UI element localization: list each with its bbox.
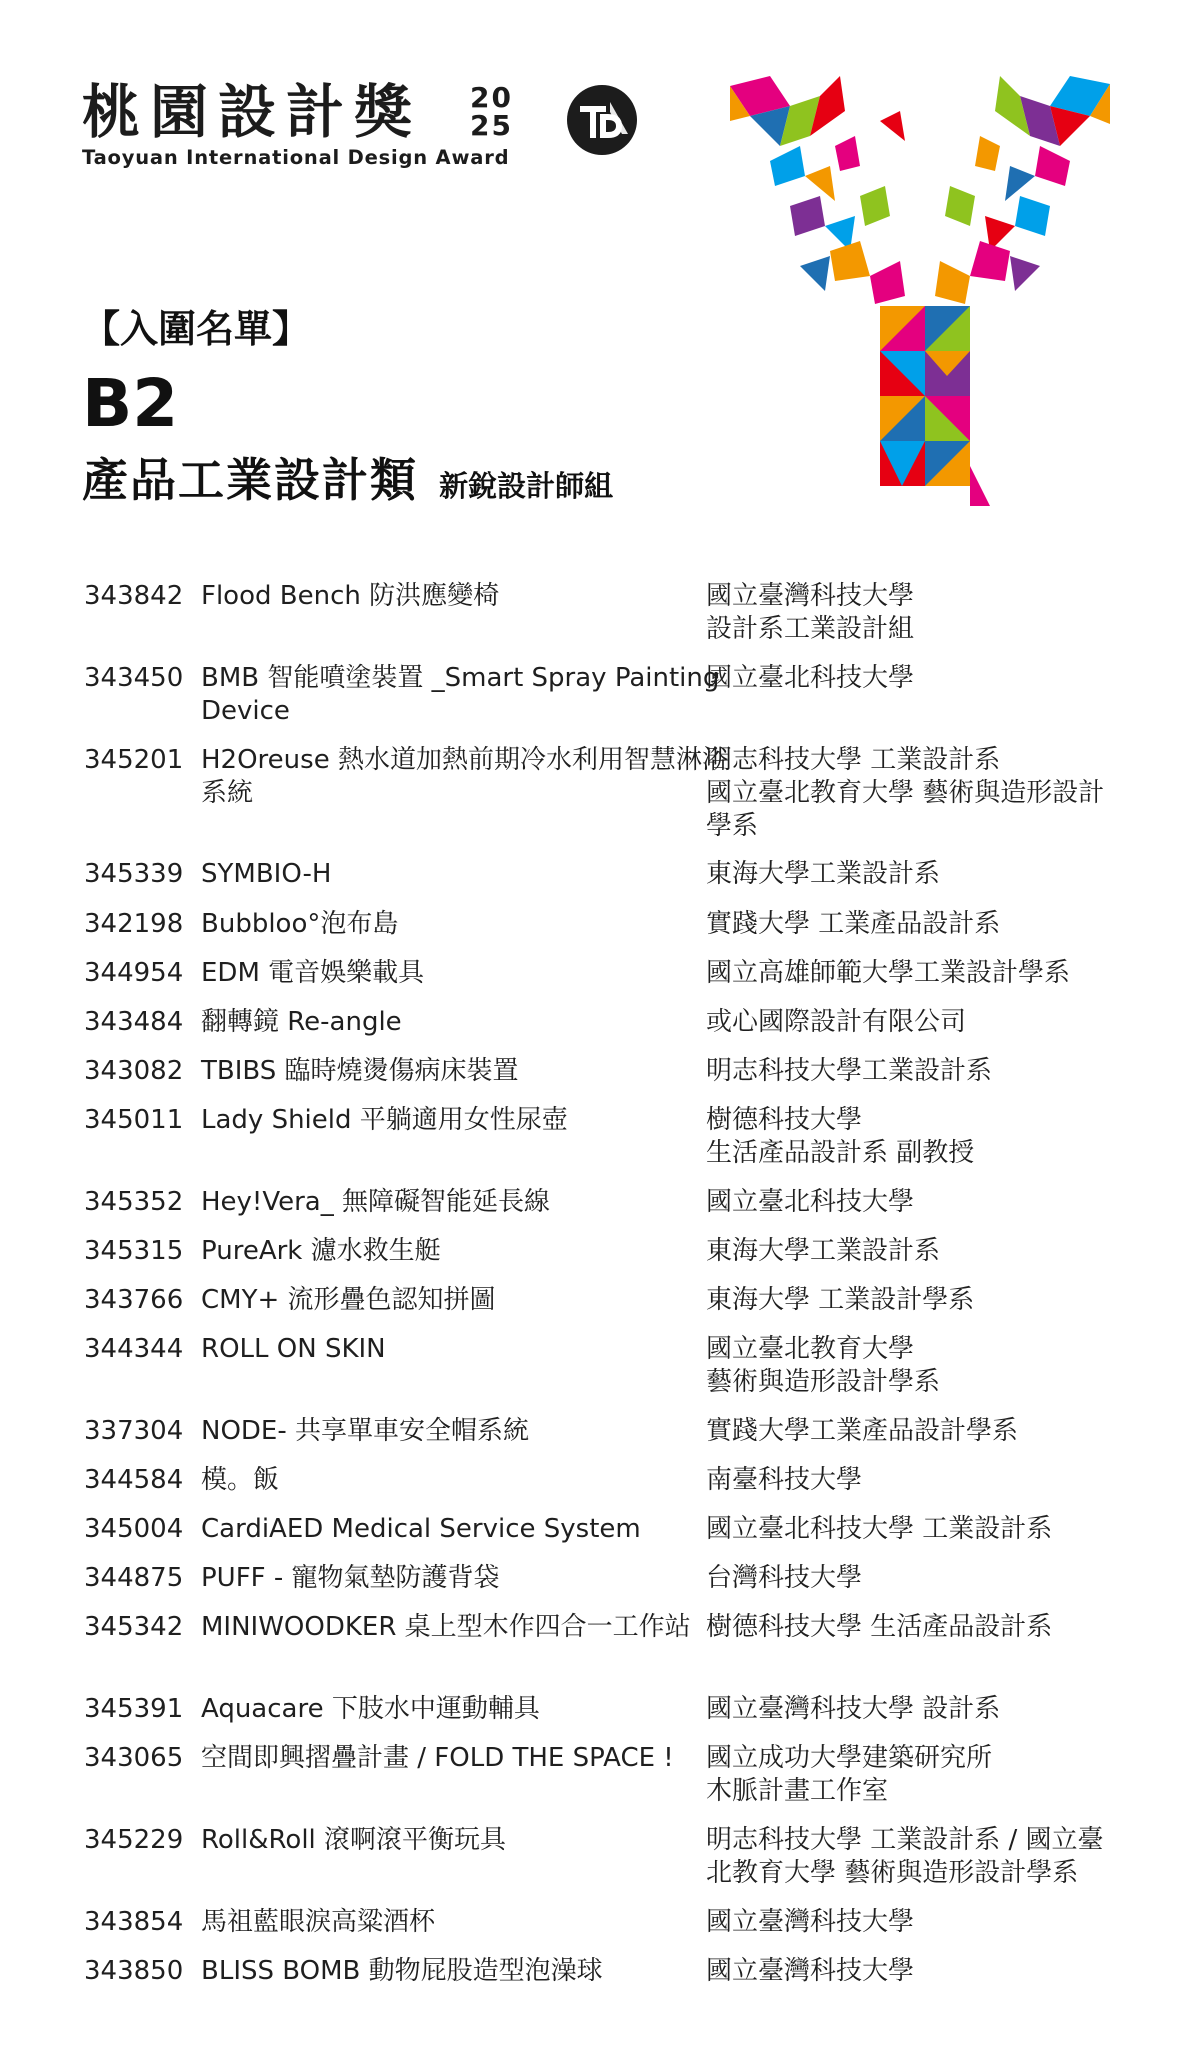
entry-title: 馬祖藍眼淚高粱酒杯 — [201, 1907, 436, 1937]
entry-title: H2Oreuse 熱水道加熱前期冷水利用智慧淋浴系統 — [201, 745, 728, 808]
entry-organization: 東海大學工業設計系 — [706, 859, 941, 889]
entry-id: 344344 — [84, 1334, 184, 1364]
entry-id: 343766 — [84, 1285, 184, 1315]
entry-organization: 或心國際設計有限公司 — [706, 1007, 967, 1037]
entry-organization: 國立臺北教育大學 藝術與造形設計學系 — [706, 1334, 941, 1397]
entry-title: SYMBIO-H — [201, 859, 332, 889]
entry-title: 空間即興摺疊計畫 / FOLD THE SPACE ! — [201, 1743, 674, 1773]
logo-english-title: Taoyuan International Design Award — [82, 146, 510, 169]
entry-id: 345315 — [84, 1236, 184, 1266]
entry-organization: 樹德科技大學 生活產品設計系 副教授 — [706, 1105, 975, 1168]
entry-title: Aquacare 下肢水中運動輔具 — [201, 1694, 540, 1724]
entry-title: NODE- 共享單車安全帽系統 — [201, 1416, 530, 1446]
entry-id: 345391 — [84, 1694, 184, 1724]
award-logo — [82, 80, 542, 180]
entry-id: 343854 — [84, 1907, 184, 1937]
entry-organization: 東海大學 工業設計學系 — [706, 1285, 975, 1315]
entry-id: 345011 — [84, 1105, 184, 1135]
entry-id: 345201 — [84, 745, 184, 775]
entry-organization: 國立臺灣科技大學 — [706, 1956, 915, 1986]
logo-chinese-title: 桃園設計獎 — [82, 78, 423, 146]
entry-organization: 國立臺灣科技大學 設計系 — [706, 1694, 1001, 1724]
category-heading — [82, 444, 613, 510]
entry-title: Hey!Vera_ 無障礙智能延長線 — [201, 1187, 551, 1217]
entry-id: 343082 — [84, 1056, 184, 1086]
entry-organization: 國立高雄師範大學工業設計學系 — [706, 958, 1071, 988]
entry-organization: 明志科技大學 工業設計系 國立臺北教育大學 藝術與造形設計學系 — [706, 745, 1105, 841]
entry-organization: 國立成功大學建築研究所 木脈計畫工作室 — [706, 1743, 993, 1806]
entry-organization: 國立臺灣科技大學 — [706, 1907, 915, 1937]
entry-title: TBIBS 臨時燒燙傷病床裝置 — [201, 1056, 519, 1086]
tida-badge-icon — [566, 84, 638, 156]
logo-year-top: 20 — [470, 81, 513, 114]
entry-organization: 國立臺灣科技大學 設計系工業設計組 — [706, 581, 915, 644]
entry-title: 翻轉鏡 Re-angle — [201, 1007, 402, 1037]
entry-title: PureArk 濾水救生艇 — [201, 1236, 441, 1266]
entry-id: 344584 — [84, 1465, 184, 1495]
entry-title: Bubbloo°泡布島 — [201, 909, 399, 939]
nominees-label: 【入圍名單】 — [82, 307, 311, 351]
entry-id: 345339 — [84, 859, 184, 889]
entry-id: 344954 — [84, 958, 184, 988]
entry-organization: 明志科技大學 工業設計系 / 國立臺北教育大學 藝術與造形設計學系 — [706, 1825, 1104, 1888]
entry-title: BLISS BOMB 動物屁股造型泡澡球 — [201, 1956, 603, 1986]
entry-organization: 明志科技大學工業設計系 — [706, 1056, 993, 1086]
entry-organization: 國立臺北科技大學 工業設計系 — [706, 1514, 1053, 1544]
entry-id: 345342 — [84, 1612, 184, 1642]
entry-organization: 實踐大學工業產品設計學系 — [706, 1416, 1019, 1446]
entry-title: Roll&Roll 滾啊滾平衡玩具 — [201, 1825, 507, 1855]
entry-id: 344875 — [84, 1563, 184, 1593]
entry-title: BMB 智能噴塗裝置 _Smart Spray Painting Device — [201, 663, 720, 726]
entry-id: 342198 — [84, 909, 184, 939]
entry-title: Flood Bench 防洪應變椅 — [201, 581, 500, 611]
entry-id: 345352 — [84, 1187, 184, 1217]
entry-organization: 國立臺北科技大學 — [706, 1187, 915, 1217]
entry-title: 模。飯 — [201, 1465, 280, 1495]
entry-id: 345004 — [84, 1514, 184, 1544]
entry-id: 343484 — [84, 1007, 184, 1037]
entry-id: 343842 — [84, 581, 184, 611]
category-code: B2 — [82, 365, 179, 442]
entry-title: PUFF - 寵物氣墊防護背袋 — [201, 1563, 500, 1593]
tangram-y-illustration — [730, 76, 1110, 506]
entry-id: 343065 — [84, 1743, 184, 1773]
entry-organization: 實踐大學 工業產品設計系 — [706, 909, 1001, 939]
category-title: 產品工業設計類 — [82, 453, 418, 507]
entry-title: CardiAED Medical Service System — [201, 1514, 641, 1544]
entry-title: Lady Shield 平躺適用女性尿壺 — [201, 1105, 568, 1135]
entry-id: 337304 — [84, 1416, 184, 1446]
logo-year-bottom: 25 — [470, 109, 513, 142]
entry-organization: 樹德科技大學 生活產品設計系 — [706, 1612, 1053, 1642]
entry-organization: 東海大學工業設計系 — [706, 1236, 941, 1266]
entry-id: 343450 — [84, 663, 184, 693]
entry-organization: 南臺科技大學 — [706, 1465, 863, 1495]
entry-title: EDM 電音娛樂載具 — [201, 958, 425, 988]
entry-organization: 國立臺北科技大學 — [706, 663, 915, 693]
category-group: 新銳設計師組 — [439, 469, 614, 503]
entry-organization: 台灣科技大學 — [706, 1563, 863, 1593]
logo-year — [470, 81, 540, 142]
entry-title: MINIWOODKER 桌上型木作四合一工作站 — [201, 1612, 691, 1642]
entry-id: 345229 — [84, 1825, 184, 1855]
entry-id: 343850 — [84, 1956, 184, 1986]
entry-title: CMY+ 流形疊色認知拼圖 — [201, 1285, 496, 1315]
entry-title: ROLL ON SKIN — [201, 1334, 386, 1364]
